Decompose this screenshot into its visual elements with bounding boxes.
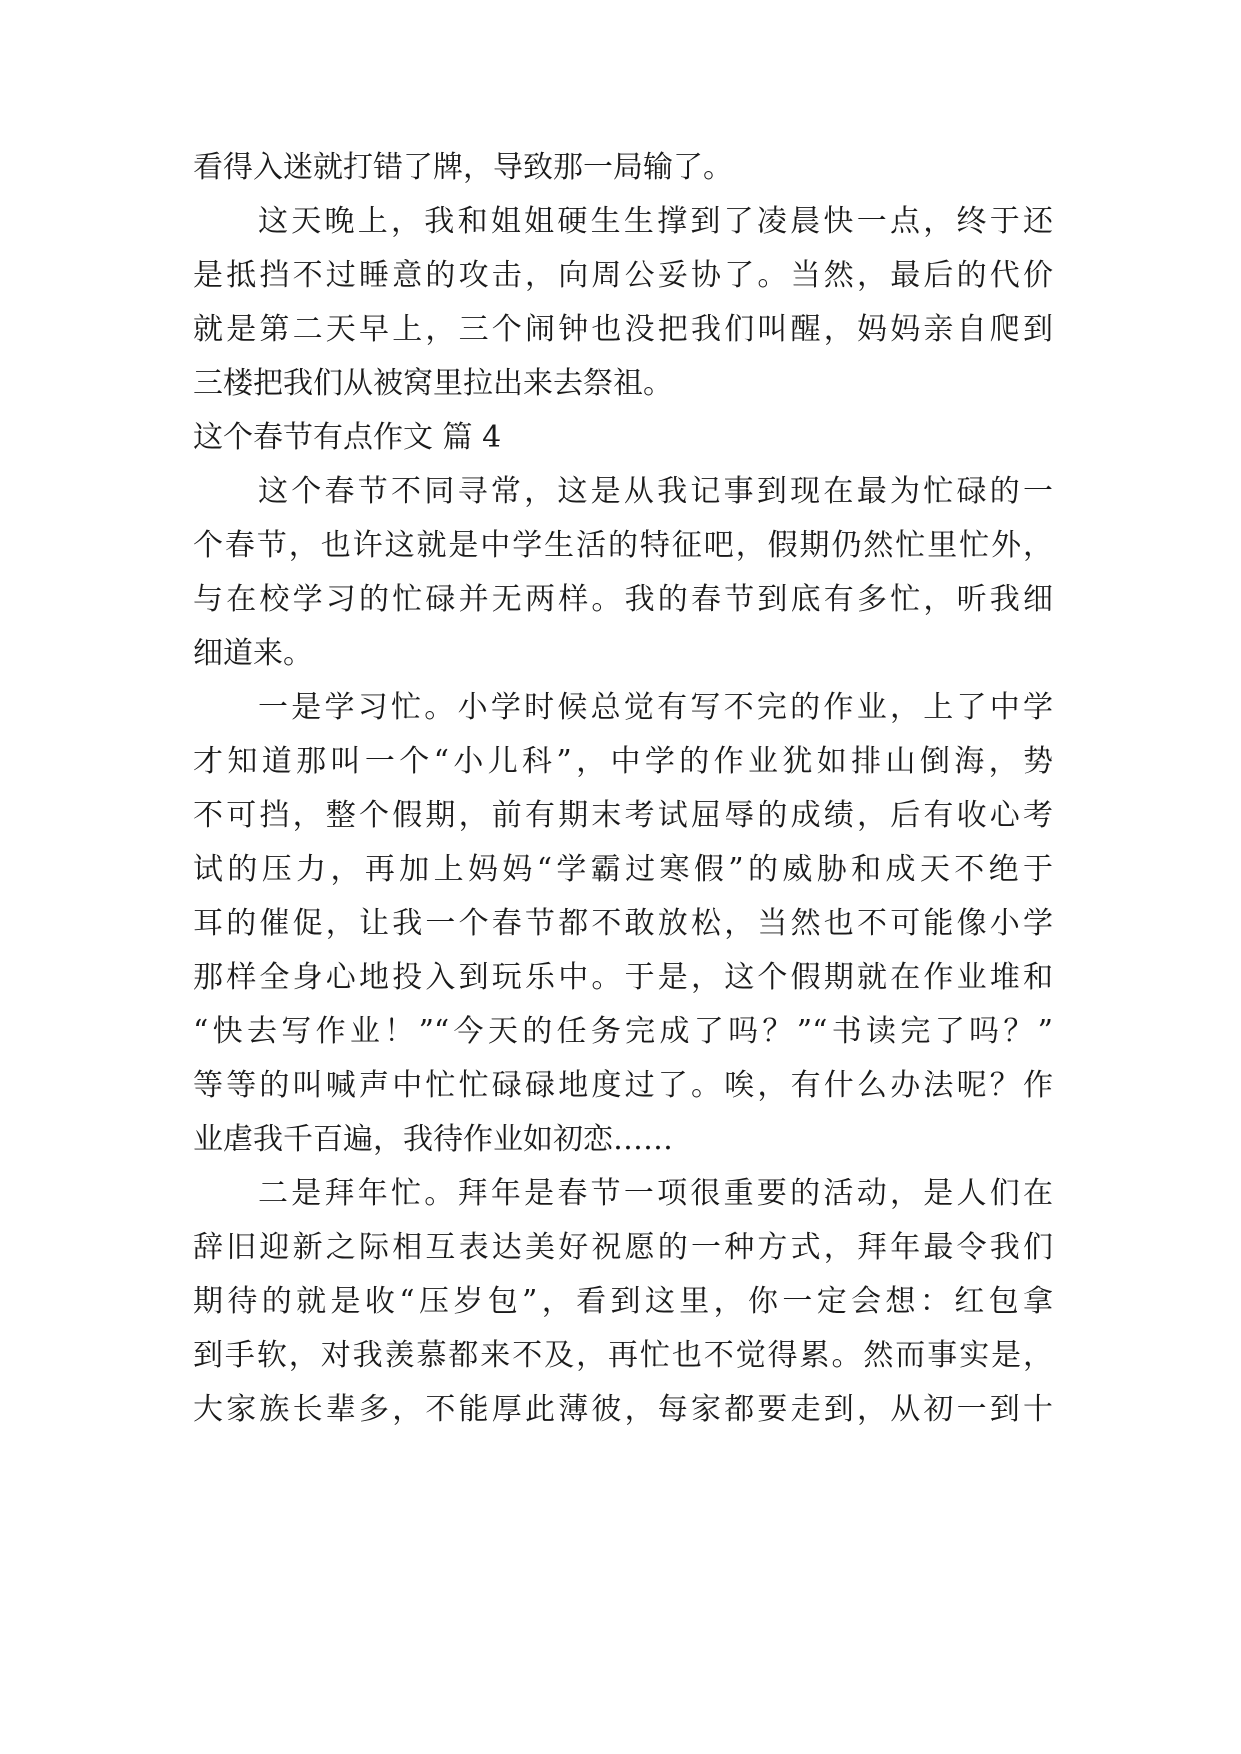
paragraph-line: 一是学习忙。小学时候总觉有写不完的作业，上了中学 <box>258 690 1053 725</box>
paragraph-line: 个春节，也许这就是中学生活的特征吧，假期仍然忙里忙外， <box>193 528 1053 563</box>
paragraph-line: 期待的就是收“压岁包”，看到这里，你一定会想：红包拿 <box>193 1284 1053 1319</box>
paragraph-line: 大家族长辈多，不能厚此薄彼，每家都要走到，从初一到十 <box>193 1392 1053 1427</box>
paragraph-line: 这天晚上，我和姐姐硬生生撑到了凌晨快一点，终于还 <box>258 204 1053 239</box>
paragraph-line: 那样全身心地投入到玩乐中。于是，这个假期就在作业堆和 <box>193 960 1053 995</box>
paragraph-line: 是抵挡不过睡意的攻击，向周公妥协了。当然，最后的代价 <box>193 258 1053 293</box>
paragraph-line: 等等的叫喊声中忙忙碌碌地度过了。唉，有什么办法呢？作 <box>193 1068 1053 1103</box>
paragraph-line: 看得入迷就打错了牌，导致那一局输了。 <box>193 150 733 185</box>
paragraph-line: 试的压力，再加上妈妈“学霸过寒假”的威胁和成天不绝于 <box>193 852 1053 887</box>
section-heading: 这个春节有点作文 篇 4 <box>193 420 502 455</box>
paragraph-line: 三楼把我们从被窝里拉出来去祭祖。 <box>193 366 673 401</box>
paragraph-line: 耳的催促，让我一个春节都不敢放松，当然也不可能像小学 <box>193 906 1053 941</box>
paragraph-line: 细道来。 <box>193 636 313 671</box>
paragraph-line: 不可挡，整个假期，前有期末考试屈辱的成绩，后有收心考 <box>193 798 1053 833</box>
paragraph-line: 才知道那叫一个“小儿科”，中学的作业犹如排山倒海，势 <box>193 744 1053 779</box>
paragraph-line: 到手软，对我羡慕都来不及，再忙也不觉得累。然而事实是， <box>193 1338 1053 1373</box>
paragraph-line: 业虐我千百遍，我待作业如初恋…… <box>193 1122 673 1157</box>
paragraph-line: 就是第二天早上，三个闹钟也没把我们叫醒，妈妈亲自爬到 <box>193 312 1053 347</box>
paragraph-line: 辞旧迎新之际相互表达美好祝愿的一种方式，拜年最令我们 <box>193 1230 1053 1265</box>
paragraph-line: “快去写作业！”“今天的任务完成了吗？”“书读完了吗？” <box>193 1014 1053 1049</box>
paragraph-line: 与在校学习的忙碌并无两样。我的春节到底有多忙，听我细 <box>193 582 1053 617</box>
paragraph-line: 这个春节不同寻常，这是从我记事到现在最为忙碌的一 <box>258 474 1053 509</box>
paragraph-line: 二是拜年忙。拜年是春节一项很重要的活动，是人们在 <box>258 1176 1053 1211</box>
